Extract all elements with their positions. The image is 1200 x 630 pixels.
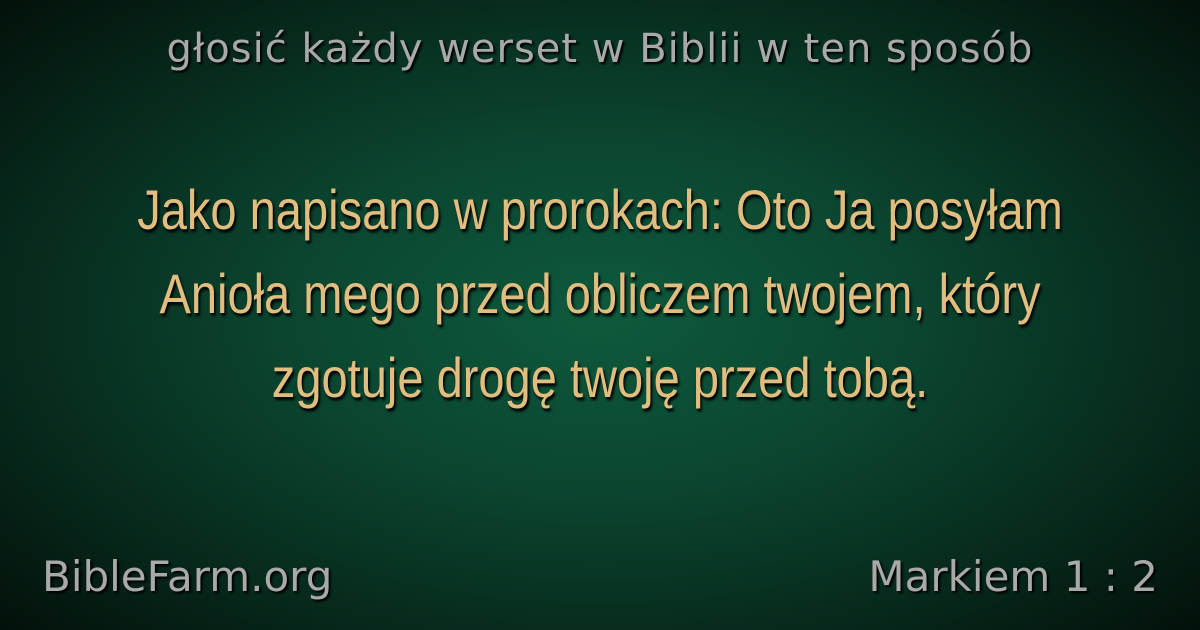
site-name: BibleFarm.org (42, 552, 333, 601)
tagline: głosić każdy werset w Biblii w ten sposób (166, 26, 1034, 72)
verse-text: Jako napisano w prorokach: Oto Ja posyłam Anioła mego przed obliczem twojem, który zgotuje drogę twoję przed tobą. (137, 178, 1063, 409)
verse-reference: Markiem 1 : 2 (868, 552, 1158, 601)
